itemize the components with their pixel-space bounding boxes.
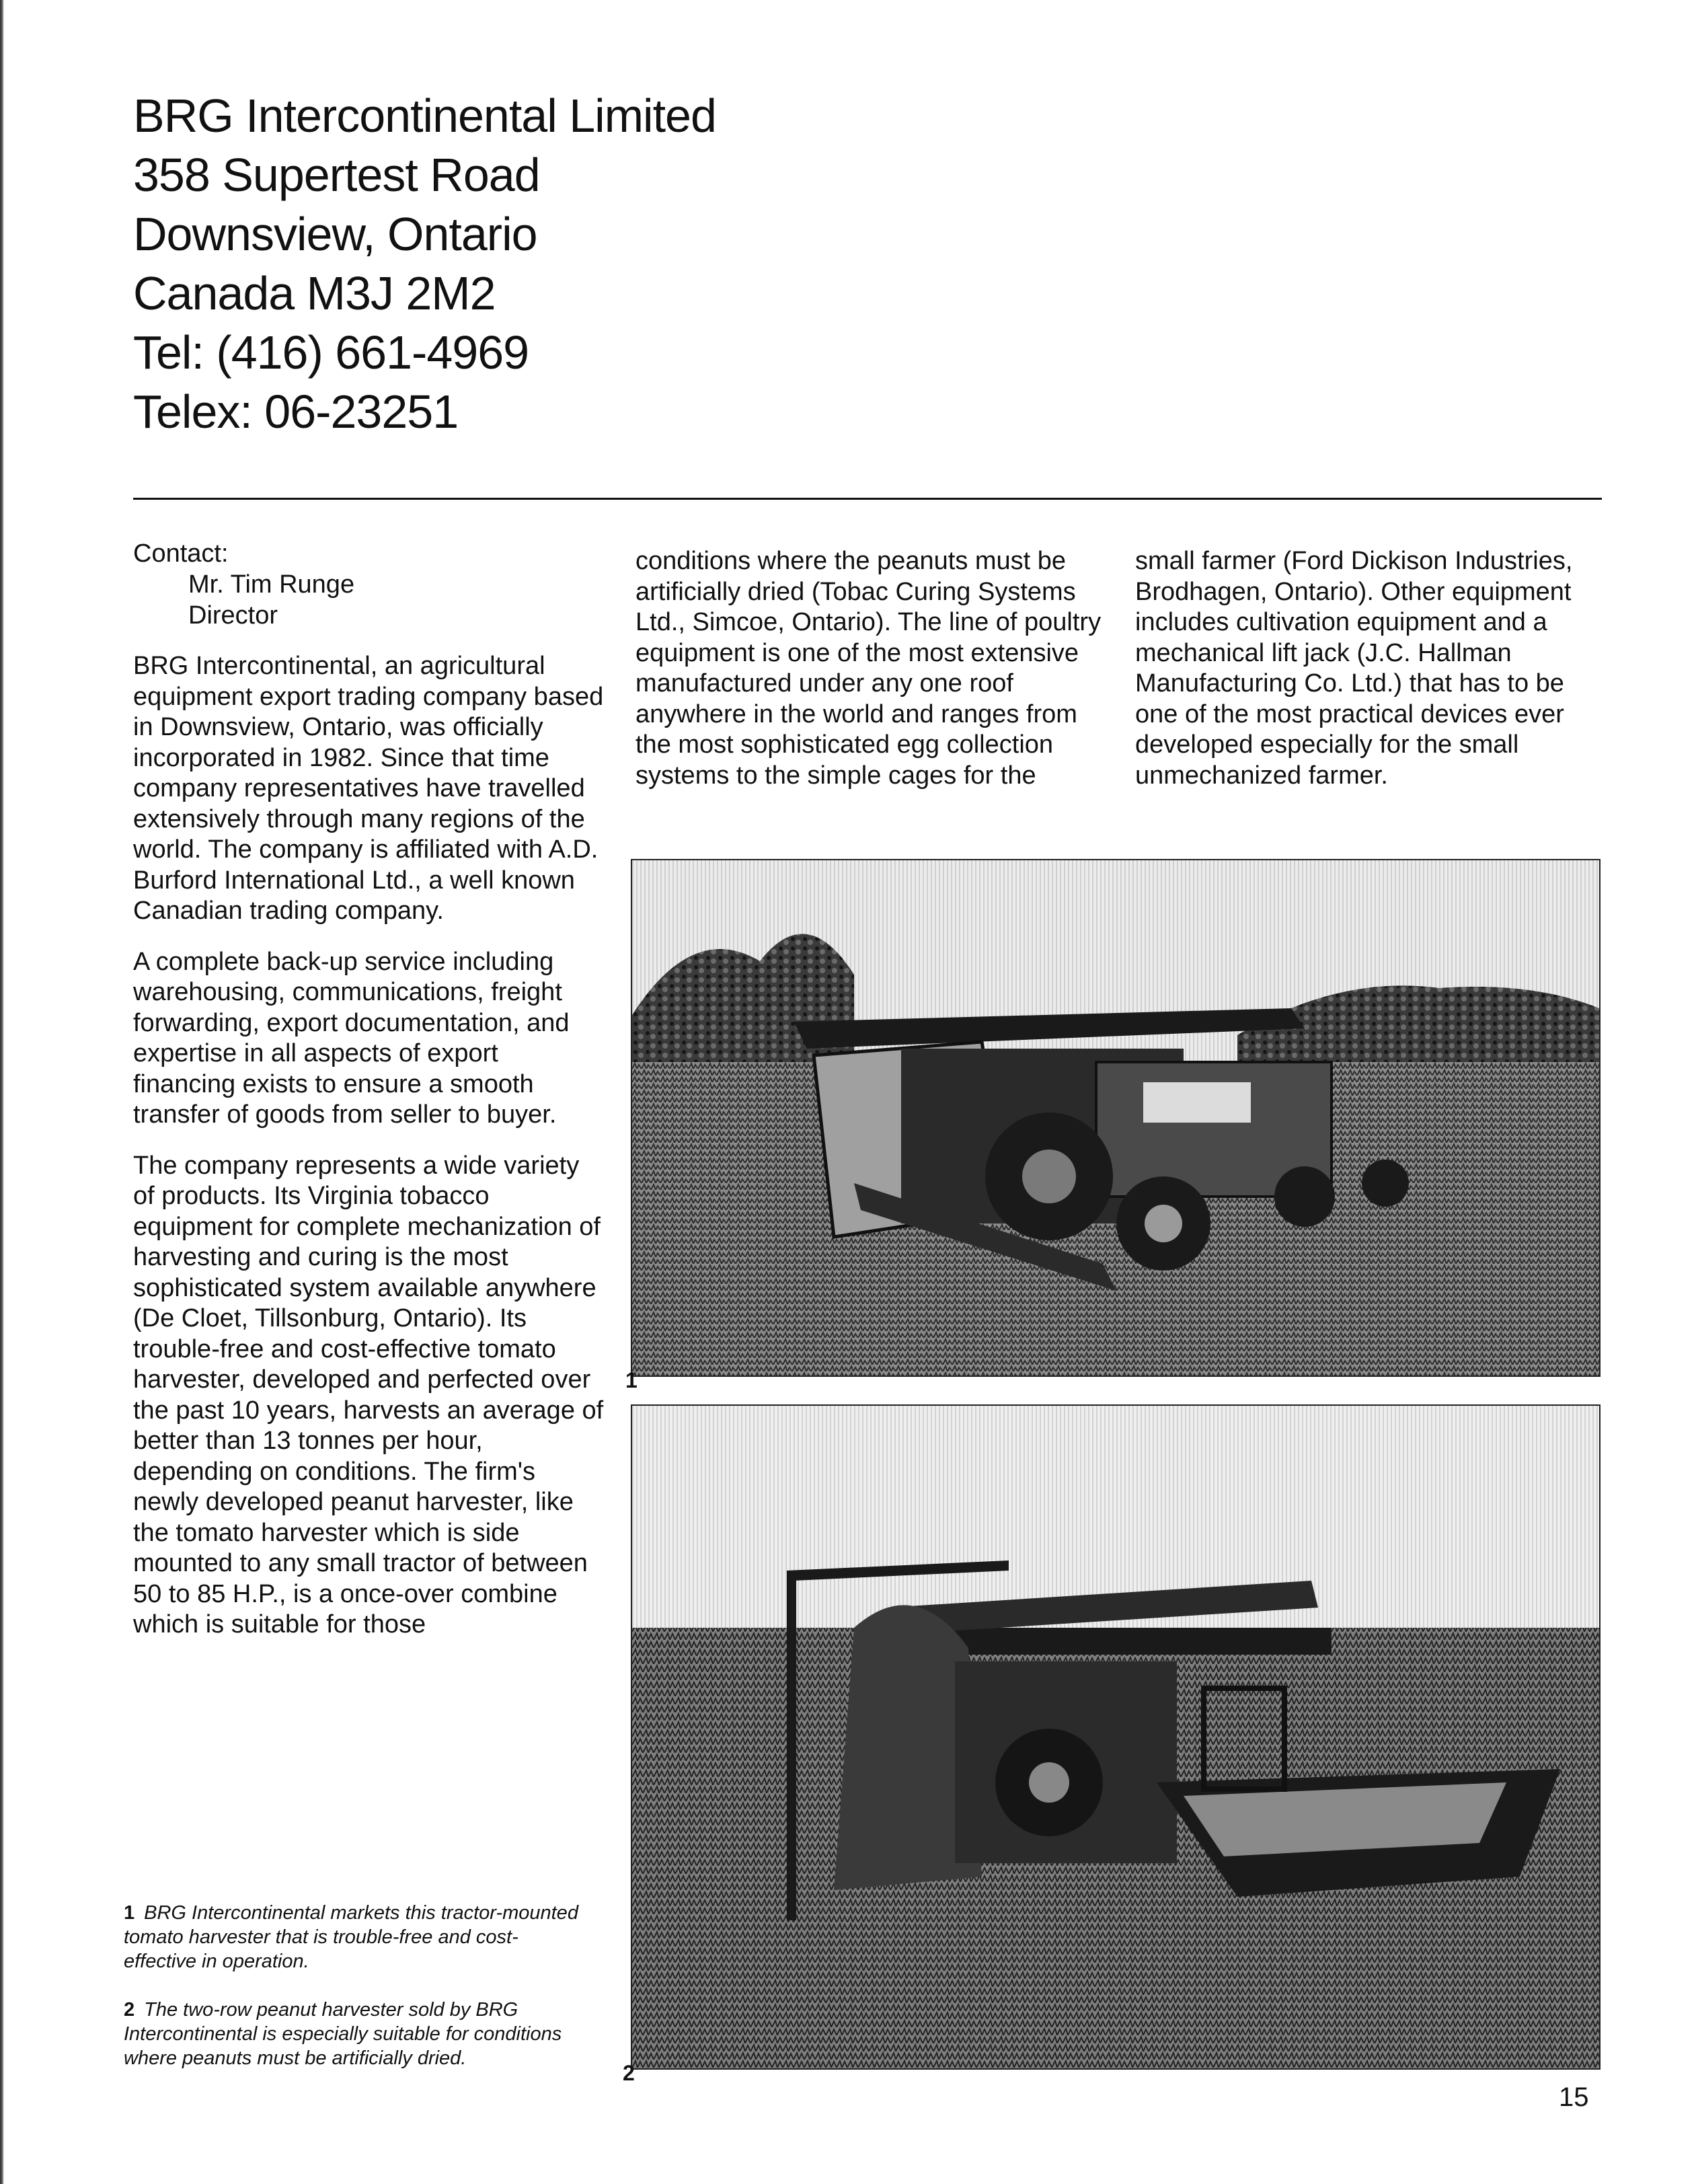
city-province: Downsview, Ontario bbox=[133, 208, 537, 260]
company-name: BRG Intercontinental Limited bbox=[133, 89, 716, 142]
paragraph-company-intro: BRG Intercontinental, an agricultural equipment export trading company based in Downsview, Ontario, was officially incorporated in 1982. Since that time company representatives have travelled extensively through many regions of the world. The company is affiliated with A.D. Burford International Ltd., a well known Canadian trading company. bbox=[133, 652, 604, 925]
figure-1-number: 1 bbox=[625, 1368, 638, 1392]
paragraph-other-equipment: small farmer (Ford Dickison Industries, Brodhagen, Ontario). Other equipment includes cultivation equipment and a mechanical lift jack (J.C. Hallman Manufacturing Co. Ltd.) that has to be one of the most practical devices ever developed especially for the small unmechanized farmer. bbox=[1135, 547, 1573, 790]
figure-2-number: 2 bbox=[623, 2061, 635, 2085]
figure-1-caption bbox=[124, 1901, 588, 1973]
paragraph-poultry-equipment: conditions where the peanuts must be artificially dried (Tobac Curing Systems Ltd., Simcoe, Ontario). The line of poultry equipment is one of the most extensive manufactured under any one roof anywhere in the world and ranges from the most sophisticated egg collection systems to the simple cages for the bbox=[635, 547, 1102, 790]
figure-2-caption bbox=[124, 1998, 588, 2070]
company-address-header bbox=[133, 86, 716, 441]
body-column-1 bbox=[133, 651, 604, 1661]
scan-edge bbox=[0, 0, 4, 2184]
telex: Telex: 06-23251 bbox=[133, 385, 459, 438]
caption-2-text: The two-row peanut harvester sold by BRG Intercontinental is especially suitable for conditions where peanuts must be artificially dried. bbox=[124, 1999, 562, 2069]
page-number: 15 bbox=[1559, 2082, 1589, 2112]
contact-block bbox=[133, 538, 354, 631]
photo-tomato-harvester bbox=[631, 859, 1601, 1377]
contact-label: Contact: bbox=[133, 539, 229, 568]
telephone: Tel: (416) 661-4969 bbox=[133, 326, 529, 379]
paragraph-products: The company represents a wide variety of products. Its Virginia tobacco equipment for complete mechanization of harvesting and curing is the most sophisticated system available anywhere (De Cloet, Tillsonburg, Ontario). Its trouble-free and cost-effective tomato harvester, developed and perfected over the past 10 years, harvests an average of better than 13 tonnes per hour, depending on conditions. The firm's newly developed peanut harvester, like the tomato harvester which is side mounted to any small tractor of between 50 to 85 H.P., is a once-over combine which is suitable for those bbox=[133, 1151, 604, 1639]
contact-name: Mr. Tim Runge bbox=[188, 570, 355, 599]
street-address: 358 Supertest Road bbox=[133, 149, 540, 201]
body-column-3 bbox=[1135, 546, 1606, 811]
caption-1-text: BRG Intercontinental markets this tractor-mounted tomato harvester that is trouble-free and cost-effective in operation. bbox=[124, 1902, 578, 1972]
horizontal-rule bbox=[133, 498, 1602, 500]
caption-2-number: 2 bbox=[124, 1999, 135, 2021]
paragraph-backup-service: A complete back-up service including warehousing, communications, freight forwarding, export documentation, and expertise in all aspects of export financing exists to ensure a smooth transfer of goods from seller to buyer. bbox=[133, 947, 570, 1129]
contact-title: Director bbox=[188, 601, 278, 630]
country-postal: Canada M3J 2M2 bbox=[133, 267, 496, 319]
caption-1-number: 1 bbox=[124, 1902, 135, 1924]
photo-peanut-harvester bbox=[631, 1404, 1601, 2070]
body-column-2 bbox=[635, 546, 1106, 811]
